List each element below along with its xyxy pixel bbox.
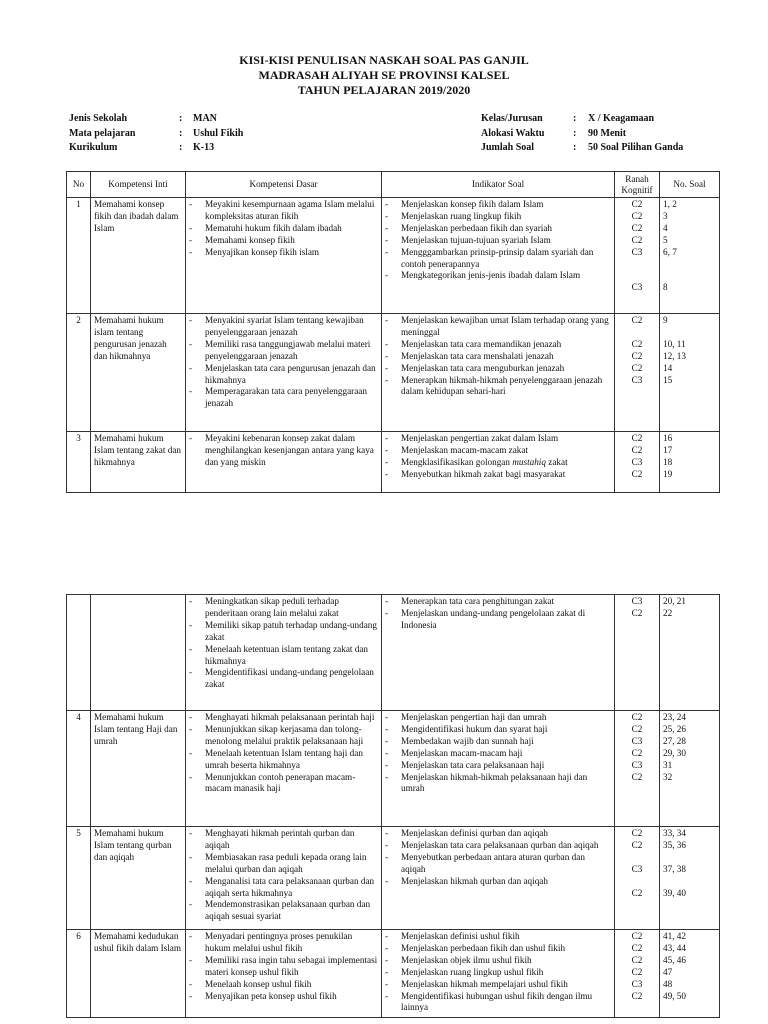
no-soal-item (663, 270, 716, 282)
ranah-item: C2 (631, 350, 643, 361)
cell-ranah-kognitif (615, 595, 660, 711)
cell-no-soal (660, 827, 720, 930)
indikator-item: - Mengidentifikasi hukum dan syarat haji (385, 724, 611, 736)
indikator-item: - Menjelaskan tata cara pelaksanaan haji (385, 760, 611, 772)
cell-ranah-kognitif (615, 314, 660, 432)
cell-no-soal (660, 314, 720, 432)
meta-row (69, 112, 243, 127)
kompetensi-dasar-item: - Mematuhi hukum fikih dalam ibadah (189, 223, 378, 235)
ranah-item: C2 (631, 828, 643, 838)
no-soal-item: 6, 7 (663, 246, 677, 257)
indikator-item: - Menjelaskan konsep fikih dalam Islam (385, 199, 611, 211)
ranah-item: C2 (631, 234, 643, 245)
indikator-item: - Menjelaskan tata cara menshalati jenazah (385, 351, 611, 363)
ranah-item: C2 (631, 990, 643, 1001)
no-soal-list (663, 199, 716, 294)
meta-label: Jumlah Soal (481, 142, 535, 153)
ranah-item: C2 (631, 942, 643, 953)
ranah-item: C2 (631, 362, 643, 373)
ranah-item: C2 (631, 315, 643, 325)
ranah-item: C2 (631, 966, 643, 977)
kompetensi-dasar-item: - Menghayati hikmah pelaksanaan perintah haji (189, 712, 378, 724)
no-soal-item: 32 (663, 771, 673, 782)
indikator-list (385, 199, 611, 282)
indikator-item: - Menjelaskan undang-undang pengelolaan zakat di Indonesia (385, 608, 611, 632)
kompetensi-dasar-item: - Meyakini kebenaran konsep zakat dalam menghilangkan kesenjangan antara yang kaya dan yang miskin (189, 433, 378, 469)
kompetensi-dasar-item: - Menelaah ketentuan Islam tentang haji dan umrah beserta hikmahnya (189, 748, 378, 772)
no-soal-item (663, 259, 716, 271)
kompetensi-dasar-item: - Memiliki rasa tanggungjawab melalui materi penyelenggaraan jenazah (189, 339, 378, 363)
no-soal-item: 4 (663, 222, 668, 233)
meta-colon: : (573, 142, 577, 153)
indikator-item: - Menjelaskan perbedaan fikih dan syariah (385, 223, 611, 235)
no-soal-item: 1, 2 (663, 199, 677, 209)
meta-colon: : (179, 127, 183, 139)
header-kompetensi-inti: Kompetensi Inti (91, 172, 186, 198)
ranah-item: C2 (631, 723, 643, 734)
no-soal-item: 39, 40 (663, 887, 686, 898)
kompetensi-dasar-list (189, 315, 378, 410)
cell-no: 6 (67, 930, 91, 1018)
indikator-item: - Menjelaskan tata cara memandikan jenazah (385, 339, 611, 351)
kompetensi-dasar-item: - Menghayati hikmah perintah qurban dan aqiqah (189, 828, 378, 852)
indikator-list (385, 712, 611, 795)
indikator-item: - Mengkategorikan jenis-jenis ibadah dalam Islam (385, 270, 611, 282)
cell-no-soal (660, 711, 720, 827)
cell-no: 3 (67, 432, 91, 493)
meta-value: K-13 (193, 142, 215, 153)
meta-label: Jenis Sekolah (69, 113, 128, 124)
ranah-item: C2 (631, 839, 643, 850)
cell-kompetensi-inti: Memahami hukum Islam tentang qurban dan aqiqah (91, 827, 186, 930)
kompetensi-dasar-list (189, 433, 378, 469)
ranah-list (618, 433, 656, 481)
indikator-item: - Menjelaskan ruang lingkup fikih (385, 211, 611, 223)
cell-kompetensi-inti (91, 595, 186, 711)
ranah-item: C2 (631, 222, 643, 233)
cell-ranah-kognitif (615, 432, 660, 493)
cell-ranah-kognitif (615, 930, 660, 1018)
no-soal-item: 10, 11 (663, 338, 686, 349)
cell-indikator-soal (382, 930, 615, 1018)
table-row (67, 827, 720, 930)
cell-indikator-soal (382, 827, 615, 930)
indikator-item: - Menjelaskan perbedaan fikih dan ushul fikih (385, 943, 611, 955)
no-soal-item (663, 876, 716, 888)
ranah-item: C3 (631, 759, 643, 770)
no-soal-list (663, 712, 716, 783)
cell-kompetensi-dasar (186, 432, 382, 493)
indikator-item: - Menerapkan hikmah-hikmah penyelenggaraan jenazah dalam kehidupan sehari-hari (385, 375, 611, 399)
cell-ranah-kognitif (615, 198, 660, 314)
no-soal-item: 5 (663, 234, 668, 245)
cell-indikator-soal (382, 432, 615, 493)
cell-kompetensi-inti: Memahami hukum Islam tentang zakat dan hikmahnya (91, 432, 186, 493)
ranah-item: C3 (631, 596, 643, 606)
cell-ranah-kognitif (615, 827, 660, 930)
kompetensi-dasar-item: - Menganalisi tata cara pelaksanaan qurban dan aqiqah serta hikmahnya (189, 876, 378, 900)
indikator-item: - Menjelaskan kewajiban umat Islam terhadap orang yang meninggal (385, 315, 611, 339)
meta-value: 50 Soal Pilihan Ganda (588, 142, 684, 153)
kompetensi-dasar-item: - Menyadari pentingnya proses penukilan hukum melalui ushul fikih (189, 931, 378, 955)
kompetensi-dasar-item: - Menelaah ketentuan islam tentang zakat dan hikmahnya (189, 644, 378, 668)
cell-indikator-soal (382, 711, 615, 827)
ranah-item (618, 327, 656, 339)
indikator-item: - Menjelaskan macam-macam zakat (385, 445, 611, 457)
meta-value: MAN (193, 113, 217, 124)
indikator-item: - Membedakan wajib dan sunnah haji (385, 736, 611, 748)
table-row (67, 198, 720, 314)
header-indikator-soal: Indikator Soal (382, 172, 615, 198)
kompetensi-dasar-list (189, 199, 378, 259)
cell-no-soal (660, 930, 720, 1018)
ranah-list (618, 596, 656, 620)
ranah-list (618, 199, 656, 294)
indikator-item: - Menjelaskan macam-macam haji (385, 748, 611, 760)
meta-colon: : (179, 142, 183, 153)
indikator-item: - Menjelaskan tujuan-tujuan syariah Islam (385, 235, 611, 247)
no-soal-list (663, 828, 716, 899)
meta-colon: : (573, 127, 577, 139)
no-soal-item: 48 (663, 978, 673, 989)
indikator-list (385, 315, 611, 398)
kompetensi-dasar-list (189, 828, 378, 923)
cell-no: 2 (67, 314, 91, 432)
ranah-item: C3 (631, 456, 643, 467)
cell-kompetensi-dasar (186, 827, 382, 930)
ranah-item (618, 270, 656, 282)
kompetensi-dasar-item: - Meyakini kesempurnaan agama Islam melalui kompleksitas aturan fikih (189, 199, 378, 223)
indikator-item: - Menjelaskan hikmah mempelajari ushul fikih (385, 979, 611, 991)
table-row (67, 595, 720, 711)
kompetensi-dasar-list (189, 931, 378, 1002)
ranah-item: C3 (631, 282, 643, 293)
ranah-item: C2 (631, 444, 643, 455)
no-soal-item: 9 (663, 315, 668, 325)
kompetensi-dasar-item: - Memiliki sikap patuh terhadap undang-undang zakat (189, 620, 378, 644)
cell-indikator-soal (382, 595, 615, 711)
cell-no-soal (660, 432, 720, 493)
title-line-2: MADRASAH ALIYAH SE PROVINSI KALSEL (258, 68, 510, 82)
indikator-item: - Menyebutkan hikmah zakat bagi masyarakat (385, 469, 611, 481)
cell-kompetensi-inti: Memahami hukum islam tentang pengurusan jenazah dan hikmahnya (91, 314, 186, 432)
cell-ranah-kognitif (615, 711, 660, 827)
no-soal-list (663, 931, 716, 1002)
meta-value: 90 Menit (588, 127, 627, 139)
no-soal-item: 18 (663, 456, 673, 467)
no-soal-item: 41, 42 (663, 931, 686, 941)
kompetensi-dasar-list (189, 596, 378, 691)
cell-kompetensi-inti: Memahami kedudukan ushul fikih dalam Islam (91, 930, 186, 1018)
ranah-item: C3 (631, 735, 643, 746)
no-soal-item: 20, 21 (663, 596, 686, 606)
cell-kompetensi-dasar (186, 711, 382, 827)
cell-indikator-soal (382, 198, 615, 314)
no-soal-item (663, 852, 716, 864)
table-row (67, 314, 720, 432)
kompetensi-dasar-item: - Membiasakan rasa peduli kepada orang lain melalui qurban dan aqiqah (189, 852, 378, 876)
no-soal-item: 23, 24 (663, 712, 686, 722)
cell-no-soal (660, 198, 720, 314)
table-header-row (67, 172, 720, 198)
header-no-soal: No. Soal (660, 172, 720, 198)
no-soal-item (663, 327, 716, 339)
ranah-item: C2 (631, 199, 643, 209)
ranah-item: C2 (631, 747, 643, 758)
ranah-list (618, 828, 656, 899)
cell-indikator-soal (382, 314, 615, 432)
indikator-item: - Menjelaskan tata cara pelaksanaan qurban dan aqiqah (385, 840, 611, 852)
meta-colon: : (573, 113, 577, 124)
cell-no: 4 (67, 711, 91, 827)
kompetensi-dasar-item: - Menjelaskan tata cara pengurusan jenazah dan hikmahnya (189, 363, 378, 387)
no-soal-item: 15 (663, 374, 673, 385)
meta-value: Ushul Fikih (193, 127, 244, 139)
meta-label: Kelas/Jurusan (481, 113, 543, 124)
term-mustahiq: mustahiq (512, 456, 546, 467)
indikator-item: - Menjelaskan definisi ushul fikih (385, 931, 611, 943)
meta-colon: : (179, 113, 183, 124)
meta-row (481, 112, 683, 127)
no-soal-item: 35, 36 (663, 839, 686, 850)
kompetensi-dasar-item: - Mendemonstrasikan pelaksanaan qurban dan aqiqah sesuai syariat (189, 899, 378, 923)
kompetensi-dasar-item: - Memahami konsep fikih (189, 235, 378, 247)
indikator-list (385, 433, 611, 481)
kompetensi-dasar-item: - Memiliki rasa ingin tahu sebagai implementasi materi konsep ushul fikih (189, 955, 378, 979)
ranah-item: C3 (631, 246, 643, 257)
meta-value: X / Keagamaan (588, 113, 655, 124)
meta-label: Mata pelajaran (69, 127, 136, 139)
indikator-item: - Menyebutkan perbedaan antara aturan qurban dan aqiqah (385, 852, 611, 876)
meta-left (69, 112, 243, 156)
meta-label: Kurikulum (69, 142, 118, 153)
no-soal-item: 27, 28 (663, 735, 686, 746)
cell-no: 5 (67, 827, 91, 930)
no-soal-item: 17 (663, 444, 673, 455)
kompetensi-dasar-item: - Menyakini syariat Islam tentang kewajiban penyelenggaraan jenazah (189, 315, 378, 339)
no-soal-item: 14 (663, 362, 673, 373)
no-soal-item: 43, 44 (663, 942, 686, 953)
indikator-list (385, 931, 611, 1014)
kompetensi-dasar-item: - Memperagarakan tata cara penyelenggaraan jenazah (189, 386, 378, 410)
no-soal-item: 25, 26 (663, 723, 686, 734)
indikator-item: - Menjelaskan tata cara menguburkan jenazah (385, 363, 611, 375)
ranah-item: C2 (631, 607, 643, 618)
header-kompetensi-dasar: Kompetensi Dasar (186, 172, 382, 198)
no-soal-item: 37, 38 (663, 863, 686, 874)
title-line-3: TAHUN PELAJARAN 2019/2020 (297, 83, 471, 97)
table-row (67, 930, 720, 1018)
no-soal-item: 16 (663, 433, 673, 443)
no-soal-item: 8 (663, 282, 668, 293)
ranah-item: C2 (631, 433, 643, 443)
indikator-item: - Menjelaskan pengertian zakat dalam Islam (385, 433, 611, 445)
no-soal-item: 47 (663, 966, 673, 977)
indikator-list (385, 596, 611, 632)
indikator-item: - Mengidentifikasi hubungan ushul fikih dengan ilmu lainnya (385, 991, 611, 1015)
no-soal-item: 49, 50 (663, 990, 686, 1001)
grid-table-page-1 (66, 171, 720, 493)
ranah-item: C3 (631, 863, 643, 874)
ranah-list (618, 712, 656, 783)
meta-label: Alokasi Waktu (481, 127, 545, 139)
no-soal-item: 29, 30 (663, 747, 686, 758)
header-ranah-kognitif: Ranah Kognitif (615, 172, 660, 198)
indikator-item: - Menjelaskan ruang lingkup ushul fikih (385, 967, 611, 979)
ranah-item: C2 (631, 931, 643, 941)
no-soal-item: 33, 34 (663, 828, 686, 838)
meta-row (69, 127, 243, 142)
indikator-item: - Menjelaskan pengertian haji dan umrah (385, 712, 611, 724)
indikator-item: - Menjelaskan definisi qurban dan aqiqah (385, 828, 611, 840)
ranah-item: C2 (631, 712, 643, 722)
indikator-list (385, 828, 611, 888)
cell-kompetensi-dasar (186, 198, 382, 314)
no-soal-item: 45, 46 (663, 954, 686, 965)
ranah-item: C2 (631, 468, 643, 479)
no-soal-item: 31 (663, 759, 673, 770)
no-soal-item: 3 (663, 210, 668, 221)
kompetensi-dasar-item: - Menunjukkan contoh penerapan macam-macam manasik haji (189, 772, 378, 796)
indikator-item: - Mengklasifikasikan golongan mustahiq zakat (385, 457, 611, 469)
kompetensi-dasar-item: - Menunjukkan sikap kerjasama dan tolong-menolong melalui praktik pelaksanaan haji (189, 724, 378, 748)
indikator-item: - Menerapkan tata cara penghitungan zakat (385, 596, 611, 608)
indikator-item: - Menjelaskan objek ilmu ushul fikih (385, 955, 611, 967)
title-line-1: KISI-KISI PENULISAN NASKAH SOAL PAS GANJIL (239, 53, 529, 67)
cell-no: 1 (67, 198, 91, 314)
no-soal-list (663, 596, 716, 620)
no-soal-list (663, 315, 716, 386)
no-soal-item: 19 (663, 468, 673, 479)
kompetensi-dasar-list (189, 712, 378, 795)
kompetensi-dasar-item: - Meningkatkan sikap peduli terhadap penderitaan orang lain melalui zakat (189, 596, 378, 620)
cell-no (67, 595, 91, 711)
indikator-item: - Mengggambarkan prinsip-prinsip dalam syariah dan contoh penerapannya (385, 247, 611, 271)
kompetensi-dasar-item: - Mengidentifikasi undang-undang pengelolaan zakat (189, 667, 378, 691)
no-soal-list (663, 433, 716, 481)
meta-row (481, 127, 683, 142)
ranah-item (618, 876, 656, 888)
table-row (67, 711, 720, 827)
kompetensi-dasar-item: - Menelaah konsep ushul fikih (189, 979, 378, 991)
cell-kompetensi-inti: Memahami konsep fikih dan ibadah dalam Islam (91, 198, 186, 314)
kompetensi-dasar-item: - Menyajikan konsep fikih islam (189, 247, 378, 259)
ranah-item: C2 (631, 771, 643, 782)
meta-row (69, 141, 243, 156)
grid-table-page-2 (66, 594, 720, 1018)
ranah-item (618, 852, 656, 864)
no-soal-item: 12, 13 (663, 350, 686, 361)
cell-kompetensi-inti: Memahami hukum Islam tentang Haji dan umrah (91, 711, 186, 827)
kompetensi-dasar-item: - Menyajikan peta konsep ushul fikih (189, 991, 378, 1003)
no-soal-item: 22 (663, 607, 673, 618)
cell-no-soal (660, 595, 720, 711)
cell-kompetensi-dasar (186, 595, 382, 711)
indikator-item: - Menjelaskan hikmah-hikmah pelaksanaan haji dan umrah (385, 772, 611, 796)
meta-right (481, 112, 683, 156)
meta-row (481, 141, 683, 156)
table-row (67, 432, 720, 493)
ranah-item: C2 (631, 954, 643, 965)
ranah-item: C3 (631, 374, 643, 385)
ranah-list (618, 315, 656, 386)
ranah-list (618, 931, 656, 1002)
cell-kompetensi-dasar (186, 314, 382, 432)
ranah-item: C2 (631, 887, 643, 898)
cell-kompetensi-dasar (186, 930, 382, 1018)
ranah-item: C2 (631, 338, 643, 349)
header-no: No (67, 172, 91, 198)
ranah-item: C3 (631, 978, 643, 989)
ranah-item: C2 (631, 210, 643, 221)
ranah-item (618, 259, 656, 271)
indikator-item: - Menjelaskan hikmah qurban dan aqiqah (385, 876, 611, 888)
